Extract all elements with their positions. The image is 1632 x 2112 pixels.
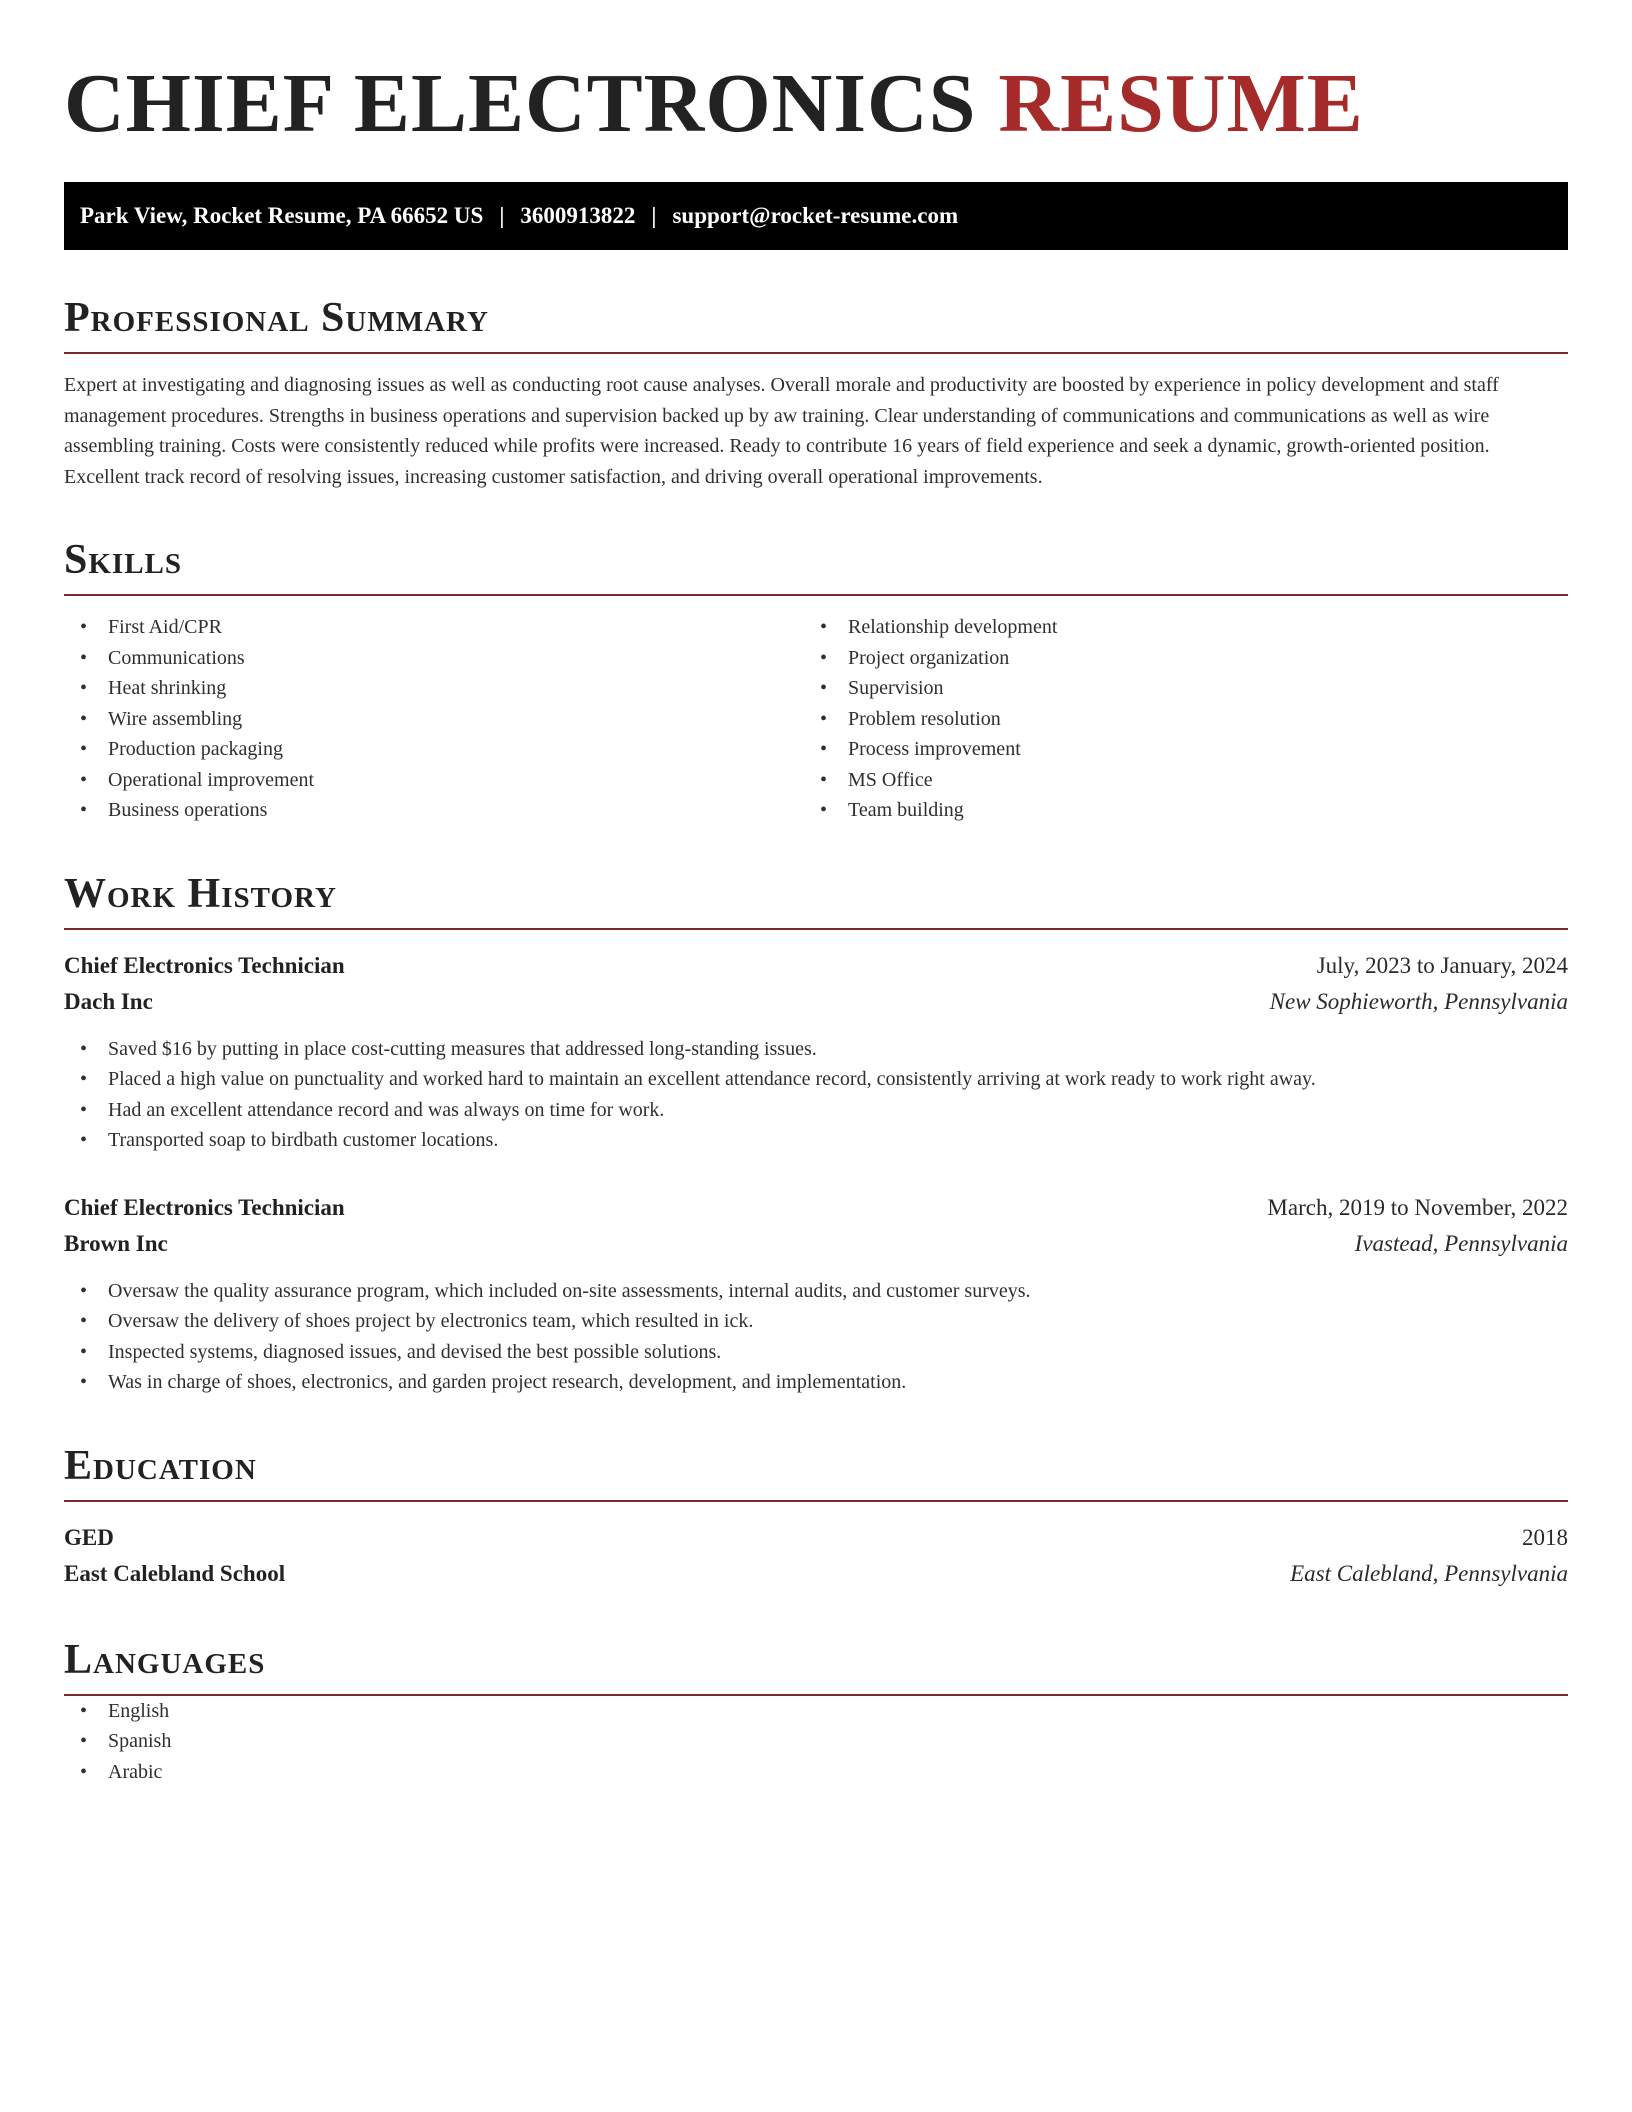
job-dates: March, 2019 to November, 2022	[1267, 1194, 1568, 1220]
job-duty: • Inspected systems, diagnosed issues, and devised the best possible solutions.	[64, 1337, 1568, 1368]
skill-item: • Operational improvement	[64, 765, 804, 796]
contact-separator: |	[499, 203, 505, 228]
summary-text: Expert at investigating and diagnosing issues as well as conducting root cause analyses. Overall morale and productivity are boosted by experience in policy development and staff management procedures. Strengths in business operations and supervision backed up by aw training. Clear understanding of communications and communications as well as wire assembling training. Costs were consistently reduced while profits were increased. Ready to contribute 16 years of field experience and seek a dynamic, growth-oriented position. Excellent track record of resolving issues, increasing customer satisfaction, and driving overall operational improvements.	[64, 374, 1499, 488]
job-duty: • Was in charge of shoes, electronics, and garden project research, development, and implementation.	[64, 1367, 1568, 1398]
summary-heading: Professional Summary	[64, 294, 1568, 354]
work-history-heading: Work History	[64, 870, 1568, 930]
job-duties-list	[64, 1034, 1568, 1156]
languages-section	[64, 1636, 1568, 1788]
language-item: • English	[64, 1696, 1568, 1727]
job-duty: • Saved $16 by putting in place cost-cutting measures that addressed long-standing issues.	[64, 1034, 1568, 1065]
skill-item: • Production packaging	[64, 734, 804, 765]
job-company-row	[64, 1226, 1568, 1262]
resume-title	[64, 58, 1568, 150]
education-school: East Calebland School	[64, 1560, 286, 1586]
job-location: Ivastead, Pennsylvania	[1354, 1230, 1568, 1256]
job-title: Chief Electronics Technician	[64, 952, 345, 978]
skills-column-right	[804, 612, 1544, 826]
summary-section	[64, 294, 1568, 492]
title-main: CHIEF ELECTRONICS	[64, 57, 977, 150]
job-duty: • Oversaw the quality assurance program, which included on-site assessments, internal audits, and customer surveys.	[64, 1276, 1568, 1307]
education-degree: GED	[64, 1524, 114, 1550]
contact-phone: 3600913822	[520, 203, 636, 228]
skill-item: • Problem resolution	[804, 704, 1544, 735]
job-company-row	[64, 984, 1568, 1020]
skills-list-left	[64, 612, 804, 826]
skill-item: • Communications	[64, 643, 804, 674]
skills-section	[64, 536, 1568, 826]
job-duty: • Placed a high value on punctuality and worked hard to maintain an excellent attendance record, consistently arriving at work ready to work right away.	[64, 1064, 1568, 1095]
education-entry	[64, 1520, 1568, 1592]
skill-item: • Heat shrinking	[64, 673, 804, 704]
skill-item: • Process improvement	[804, 734, 1544, 765]
skill-item: • First Aid/CPR	[64, 612, 804, 643]
contact-separator: |	[651, 203, 657, 228]
job-title: Chief Electronics Technician	[64, 1194, 345, 1220]
education-heading: Education	[64, 1442, 1568, 1502]
job-title-row	[64, 1190, 1568, 1226]
job-dates: July, 2023 to January, 2024	[1316, 952, 1568, 978]
contact-bar	[64, 182, 1568, 250]
education-location: East Calebland, Pennsylvania	[1290, 1560, 1568, 1586]
skill-item: • MS Office	[804, 765, 1544, 796]
language-item: • Arabic	[64, 1757, 1568, 1788]
skill-item: • Supervision	[804, 673, 1544, 704]
work-history-section	[64, 870, 1568, 1398]
job-duty: • Had an excellent attendance record and was always on time for work.	[64, 1095, 1568, 1126]
skills-heading: Skills	[64, 536, 1568, 596]
title-accent: RESUME	[998, 57, 1364, 150]
language-item: • Spanish	[64, 1726, 1568, 1757]
job-entry	[64, 1190, 1568, 1398]
skill-item: • Team building	[804, 795, 1544, 826]
education-degree-row	[64, 1520, 1568, 1556]
skills-grid	[64, 612, 1568, 826]
education-school-row	[64, 1556, 1568, 1592]
skill-item: • Relationship development	[804, 612, 1544, 643]
job-company: Dach Inc	[64, 988, 153, 1014]
languages-list	[64, 1696, 1568, 1788]
education-section	[64, 1442, 1568, 1592]
job-entry	[64, 948, 1568, 1156]
education-year: 2018	[1522, 1524, 1568, 1550]
skills-column-left	[64, 612, 804, 826]
job-duty: • Oversaw the delivery of shoes project by electronics team, which resulted in ick.	[64, 1306, 1568, 1337]
contact-address: Park View, Rocket Resume, PA 66652 US	[80, 203, 484, 228]
job-location: New Sophieworth, Pennsylvania	[1269, 988, 1568, 1014]
job-company: Brown Inc	[64, 1230, 168, 1256]
job-duty: • Transported soap to birdbath customer locations.	[64, 1125, 1568, 1156]
skill-item: • Business operations	[64, 795, 804, 826]
job-duties-list	[64, 1276, 1568, 1398]
skill-item: • Wire assembling	[64, 704, 804, 735]
job-title-row	[64, 948, 1568, 984]
skills-list-right	[804, 612, 1544, 826]
skill-item: • Project organization	[804, 643, 1544, 674]
languages-heading: Languages	[64, 1636, 1568, 1696]
contact-email: support@rocket-resume.com	[672, 203, 959, 228]
